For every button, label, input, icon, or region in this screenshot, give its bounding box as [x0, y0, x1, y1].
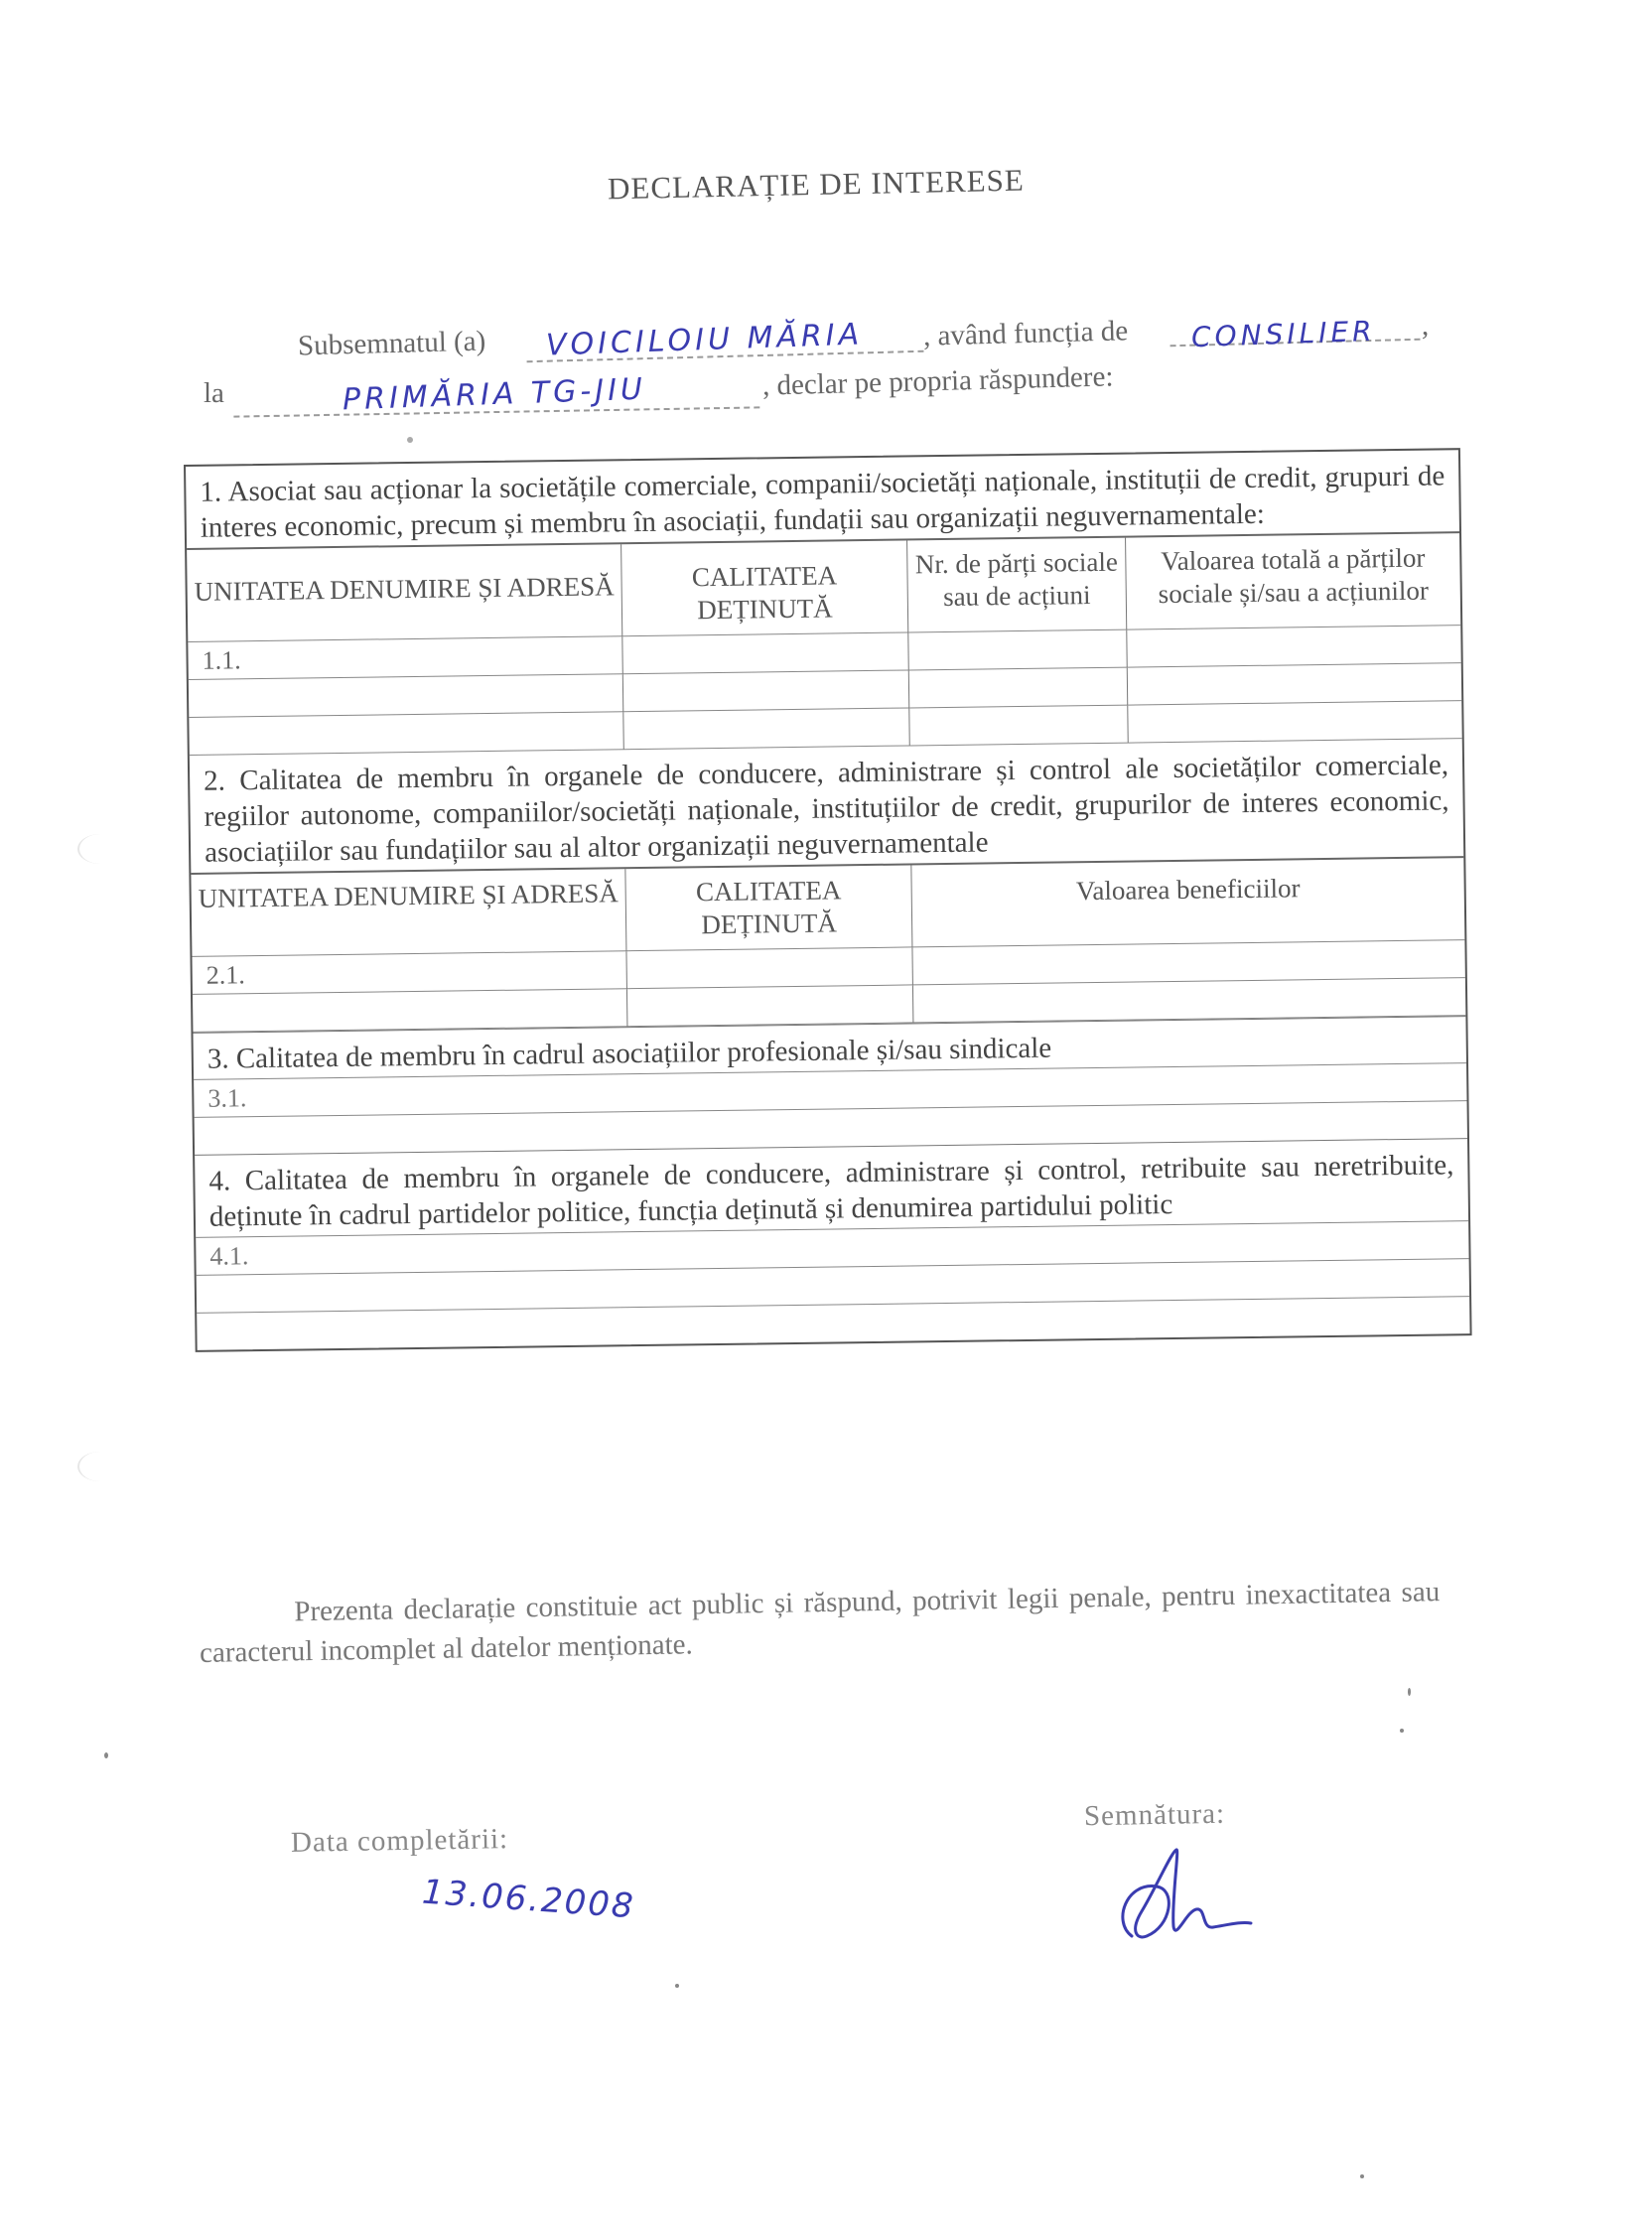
s1-row2-cell	[189, 674, 623, 718]
function-comma: ,	[1422, 310, 1430, 342]
document-title: DECLARAȚIE DE INTERESE	[607, 162, 1026, 207]
punch-hole-mark	[77, 1452, 123, 1481]
s1-row3-cell	[1128, 701, 1461, 743]
s1-col-calitatea: CALITATEA DEȚINUTĂ	[621, 540, 908, 636]
legal-statement: Prezenta declarație constituie act public și răspund, potrivit legii penale, pentru inexactitatea sau caracterul incomplet al datelor menționate.	[199, 1576, 1441, 1669]
scan-speck	[407, 437, 413, 443]
date-handwritten: 13.06.2008	[420, 1872, 636, 1927]
s3-row1-label: 3.1.	[194, 1062, 1466, 1117]
section2-text: 2. Calitatea de membru în organele de conducere, administrare și control ale societăților comerciale, regiilor autonome, companiilor/societăți naționale, instituțiilor de credit, grupurilor de interes economic, asociațiilor sau fundațiilor sau al altor organizații neguvernamentale	[203, 749, 1449, 869]
institution-handwritten: PRIMĂRIA TG-JIU	[342, 371, 647, 418]
scan-speck	[104, 1752, 108, 1758]
s1-col-nr-parti: Nr. de părți sociale sau de acțiuni	[907, 538, 1127, 633]
s1-row3-cell	[909, 706, 1128, 747]
date-label: Data completării:	[290, 1823, 509, 1859]
s1-row2-cell	[623, 670, 909, 712]
s1-row3-cell	[623, 708, 909, 750]
la-label: la	[204, 377, 224, 409]
section1-table	[187, 531, 1462, 756]
function-label: , având funcția de	[922, 315, 1129, 352]
scan-speck	[1360, 2174, 1364, 2178]
scan-speck	[1400, 1729, 1404, 1733]
scan-speck	[1408, 1688, 1411, 1696]
section1-text: 1. Asociat sau acționar la societățile comerciale, companii/societăți naționale, instituții de credit, grupuri de interes economic, precum și membru în asociații, fundații sau organizații neguvernamentale:	[200, 460, 1446, 544]
s2-row1-cell	[626, 947, 912, 989]
function-handwritten: CONSILIER	[1190, 314, 1377, 354]
section3-text: 3. Calitatea de membru în cadrul asociațiilor profesionale și/sau sindicale	[193, 1016, 1466, 1079]
declar-label: , declar pe propria răspundere:	[761, 360, 1114, 402]
s2-row1-label: 2.1.	[192, 951, 626, 995]
section4-text: 4. Calitatea de membru în organele de conducere, administrare și control, retribuite sau neretribuite, deținute în cadrul partidelor politice, funcția deținută și denumirea partidului politic	[195, 1138, 1468, 1237]
s1-col-valoarea: Valoarea totală a părților sociale și/sau a acțiunilor	[1126, 533, 1460, 629]
s2-row2-cell	[193, 989, 627, 1033]
s1-row1-cell	[1127, 626, 1460, 667]
s2-row2-cell	[627, 985, 913, 1027]
section2-table	[191, 856, 1465, 1033]
s1-row3-cell	[189, 712, 623, 756]
s1-row1-cell	[622, 632, 908, 674]
s2-col-calitatea: CALITATEA DEȚINUTĂ	[625, 865, 912, 951]
signature-label: Semnătura:	[1083, 1797, 1226, 1833]
s1-row2-cell	[909, 668, 1128, 709]
interests-form	[184, 448, 1472, 1352]
s2-row2-cell	[913, 978, 1465, 1023]
name-handwritten: VOICILOIU MĂRIA	[545, 317, 864, 363]
s2-col-valoarea: Valoarea beneficiilor	[911, 858, 1464, 947]
scan-speck	[675, 1984, 679, 1988]
punch-hole-mark	[77, 834, 123, 864]
subsemnatul-label: Subsemnatul (a)	[297, 325, 486, 362]
s2-col-unitatea: UNITATEA DENUMIRE ȘI ADRESĂ	[191, 869, 626, 957]
s1-row2-cell	[1128, 663, 1461, 705]
s4-row1-label: 4.1.	[196, 1220, 1468, 1275]
s1-row1-cell	[908, 630, 1127, 671]
s1-row1-label: 1.1.	[188, 636, 622, 680]
signature-image	[1102, 1842, 1271, 1951]
s1-col-unitatea: UNITATEA DENUMIRE ȘI ADRESĂ	[187, 544, 622, 642]
